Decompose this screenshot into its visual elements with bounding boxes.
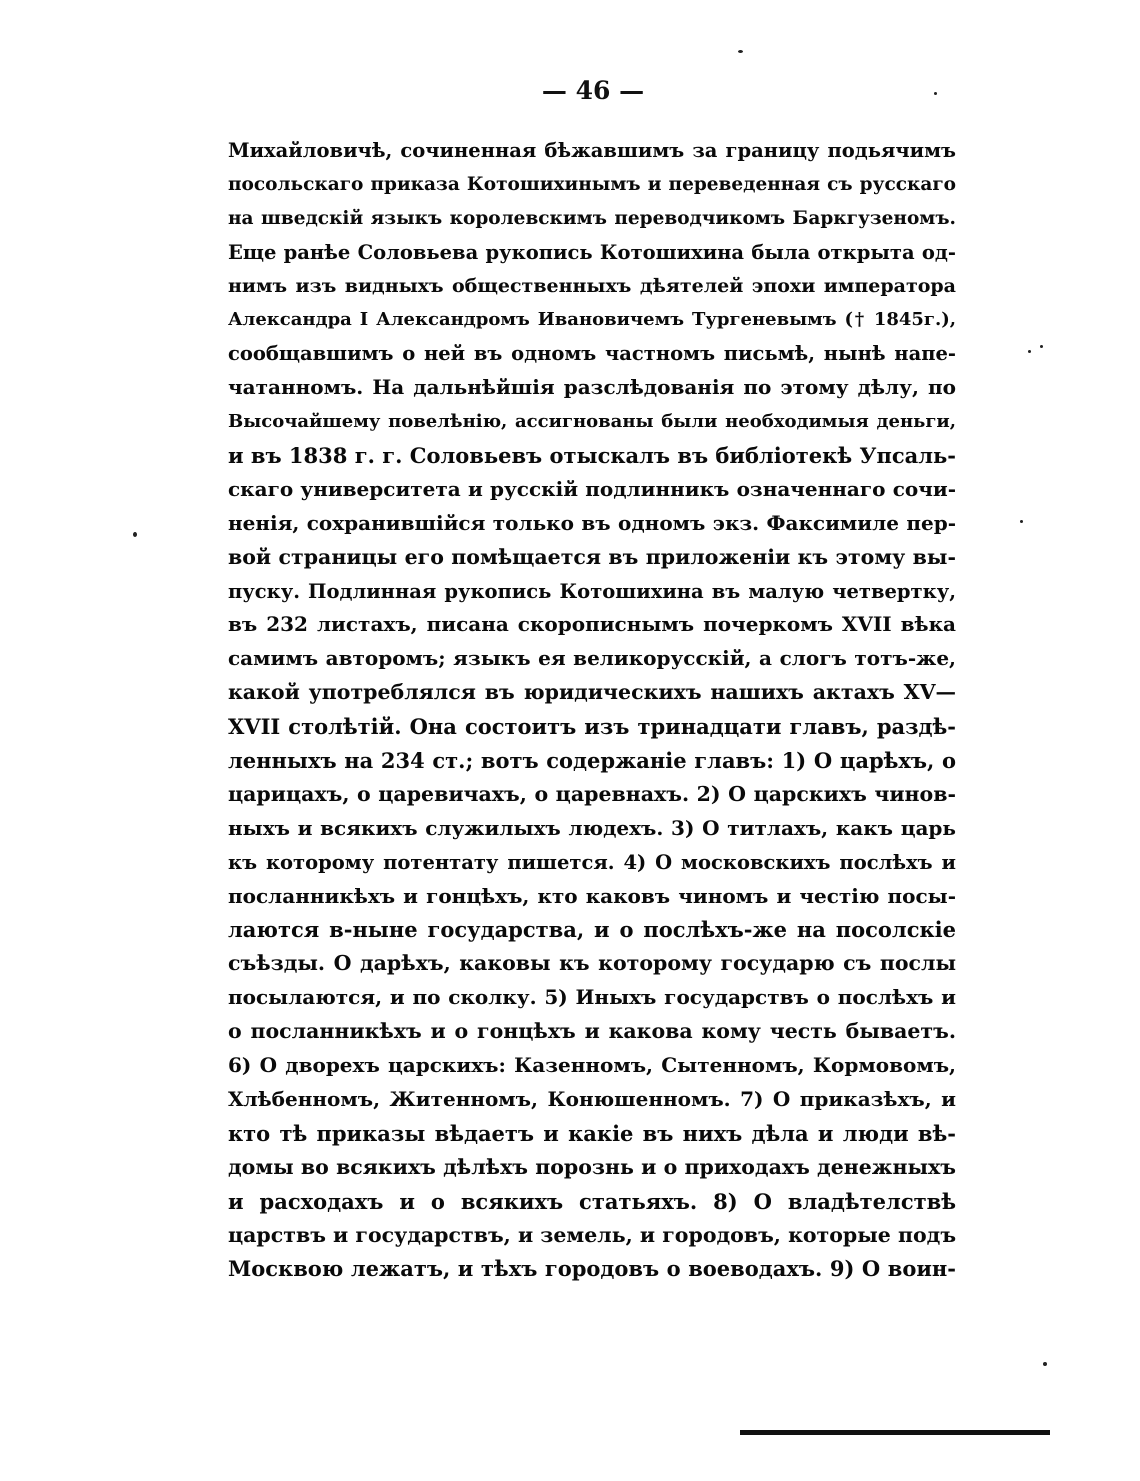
text-line: царицахъ, о царевичахъ, о царевнахъ. 2) О царскихъ чинов- (228, 781, 956, 806)
text-line: XVII столѣтій. Она состоитъ изъ тринадцати главъ, раздѣ- (228, 714, 956, 740)
text-line: ненія, сохранившійся только въ одномъ экз. Факсимиле пер- (228, 510, 956, 535)
text-line: лаются в-ныне государства, и о послѣхъ-же на посолскіе (228, 917, 956, 943)
scan-speck (1043, 1362, 1047, 1366)
text-line: пуску. Подлинная рукопись Котошихина въ малую четвертку, (228, 579, 956, 603)
text-line: Москвою лежатъ, и тѣхъ городовъ о воеводахъ. 9) О воин- (228, 1256, 956, 1282)
text-line: посылаются, и по сколку. 5) Иныхъ государствъ о послѣхъ и (228, 985, 956, 1010)
page-number: — 46 — (541, 76, 645, 105)
text-line: посланникѣхъ и гонцѣхъ, кто каковъ чиномъ и честію посы- (228, 883, 956, 908)
text-line: къ которому потентату пишется. 4) О московскихъ послѣхъ и (228, 850, 956, 874)
text-line: Еще ранѣе Соловьева рукопись Котошихина была открыта од- (228, 240, 956, 264)
scan-speck (1040, 345, 1043, 348)
scan-speck (1028, 350, 1031, 353)
text-line: о посланникѣхъ и о гонцѣхъ и какова кому честь бываетъ. (228, 1019, 956, 1044)
text-line: скаго университета и русскій подлинникъ означеннаго сочи- (228, 476, 956, 501)
text-line: и расходахъ и о всякихъ статьяхъ. 8) О владѣтелствѣ (228, 1188, 956, 1214)
scan-speck (934, 92, 937, 95)
text-line: Михайловичѣ, сочиненная бѣжавшимъ за границу подьячимъ (228, 139, 956, 162)
text-line: Высочайшему повелѣнію, ассигнованы были необходимыя деньги, (228, 411, 956, 433)
text-line: Хлѣбенномъ, Житенномъ, Конюшенномъ. 7) О приказѣхъ, и (228, 1086, 956, 1111)
text-line: ныхъ и всякихъ служилыхъ людехъ. 3) О титлахъ, какъ царь (228, 815, 956, 840)
text-line: сообщавшимъ о ней въ одномъ частномъ письмѣ, нынѣ напе- (228, 342, 956, 366)
text-line: 6) О дворехъ царскихъ: Казенномъ, Сытенномъ, Кормовомъ, (228, 1053, 956, 1078)
text-line: въ 232 листахъ, писана скорописнымъ почеркомъ XVII вѣка (228, 612, 956, 637)
text-line: съѣзды. О дарѣхъ, каковы къ которому государю съ послы (228, 951, 956, 976)
text-line: нимъ изъ видныхъ общественныхъ дѣятелей эпохи императора (228, 274, 956, 297)
text-line: Александра I Александромъ Ивановичемъ Тургеневымъ († 1845г.), (228, 309, 956, 331)
text-line: чатанномъ. На дальнѣйшія разслѣдованія по этому дѣлу, по (228, 375, 956, 400)
text-line: царствъ и государствъ, и земель, и городовъ, которые подъ (228, 1222, 956, 1247)
text-line: на шведскій языкъ королевскимъ переводчикомъ Баркгузеномъ. (228, 207, 956, 229)
scan-speck (133, 532, 137, 537)
text-line: самимъ авторомъ; языкъ ея великорусскій, а слогъ тотъ-же, (228, 646, 956, 671)
bottom-rule (740, 1430, 1050, 1435)
scan-speck (738, 50, 743, 53)
body-text (228, 134, 956, 1286)
scan-speck (1020, 520, 1023, 523)
text-line: вой страницы его помѣщается въ приложеніи къ этому вы- (228, 544, 956, 569)
text-line: посольскаго приказа Котошихинымъ и переведенная съ русскаго (228, 173, 956, 195)
text-line: ленныхъ на 234 ст.; вотъ содержаніе главъ: 1) О царѣхъ, о (228, 748, 956, 774)
text-line: и въ 1838 г. г. Соловьевъ отыскалъ въ библіотекѣ Упсаль- (228, 443, 956, 469)
text-line: кто тѣ приказы вѣдаетъ и какіе въ нихъ дѣла и люди вѣ- (228, 1120, 956, 1146)
text-line: домы во всякихъ дѣлѣхъ порознь и о приходахъ денежныхъ (228, 1154, 956, 1179)
text-line: какой употреблялся въ юридическихъ нашихъ актахъ XV— (228, 680, 956, 705)
